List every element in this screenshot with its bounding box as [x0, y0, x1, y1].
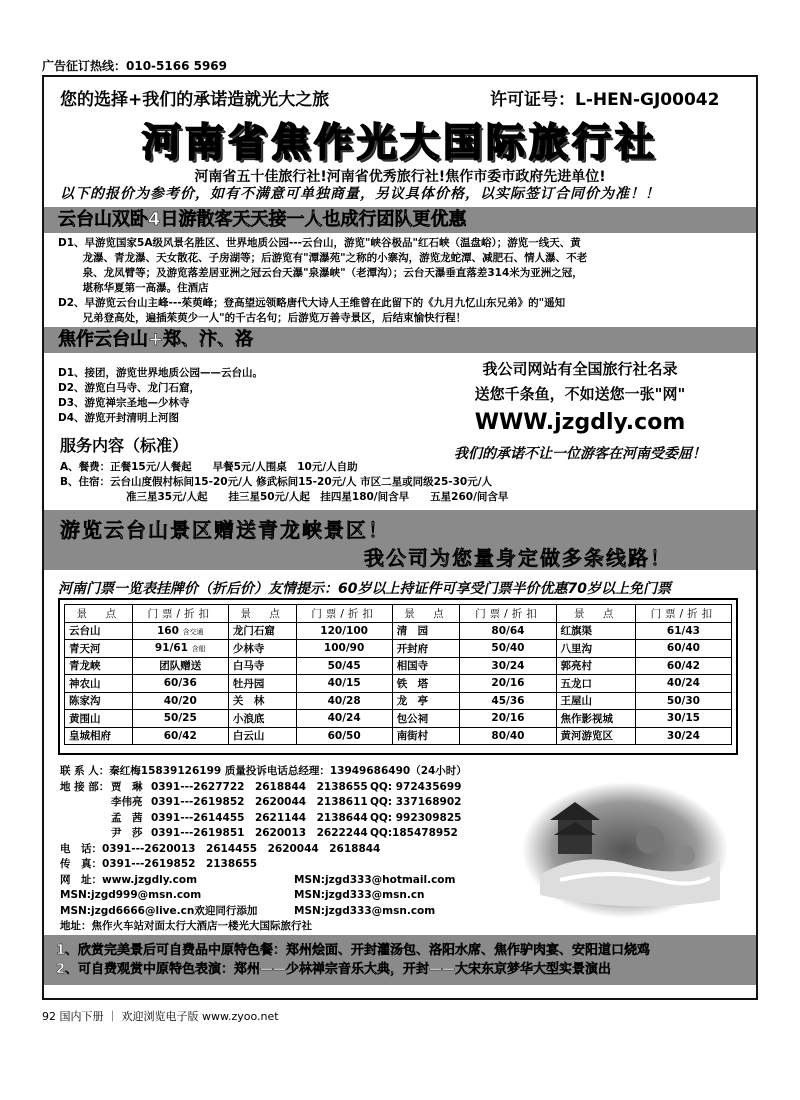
ticket-price [460, 622, 556, 640]
scenic-spot-name: 云台山 [65, 622, 133, 640]
promo-line-2: 送您千条鱼，不如送您一张"网" [474, 385, 686, 403]
scenic-spot-name: 南街村 [392, 727, 460, 745]
ticket-price [460, 640, 556, 658]
ticket-price [132, 710, 228, 728]
price-value: 100/90 [323, 642, 365, 655]
price-value: 团队赠送 [159, 660, 202, 673]
ticket-price [132, 622, 228, 640]
ticket-price [296, 675, 392, 693]
ticket-price [296, 640, 392, 658]
promo-line-1: 我公司网站有全国旅行社名录 [482, 360, 678, 378]
fax-line: 传 真：0391---2619852 2138655 [60, 858, 258, 870]
itinerary-line: D3、游览禅宗圣地—少林寺 [58, 397, 190, 409]
itinerary-line: D1、早游览国家5A级风景名胜区、世界地质公园---云台山，游览"峡谷极品"红石峡（温盘峪）；游览一线天、黄 [58, 237, 581, 249]
staff-qq: QQ:185478952 [370, 827, 458, 839]
price-value: 50/40 [491, 642, 525, 655]
address-line: 地址：焦作火车站对面太行大酒店一楼光大国际旅行社 [60, 920, 312, 932]
price-value: 60/50 [327, 729, 361, 742]
table-row [65, 622, 732, 640]
scenic-spot-name: 白云山 [228, 727, 296, 745]
ticket-price [460, 727, 556, 745]
table-header-row [65, 605, 732, 623]
staff-name: 孟 茜 [111, 811, 143, 824]
scenery-photo [520, 780, 730, 920]
ticket-price [132, 692, 228, 710]
tour1-itinerary [58, 236, 738, 326]
scenic-spot-name: 郭亮村 [556, 657, 635, 675]
tour2-title: 焦作云台山+郑、汴、洛 [44, 327, 756, 353]
scenic-spot-name: 龙门石窟 [228, 622, 296, 640]
staff-name: 贾 琳 [111, 780, 143, 793]
price-value: 60/42 [163, 729, 197, 742]
service-heading: 服务内容（标准） [60, 436, 189, 455]
extras-line-1: 1、欣赏完美景后可自费品中原特色餐：郑州烩面、开封灌汤包、洛阳水席、焦作驴肉宴、安阳道口烧鸡 [56, 943, 651, 958]
price-value: 40/24 [327, 712, 361, 725]
scenic-spot-name: 皇城相府 [65, 727, 133, 745]
price-value: 91/61 [154, 642, 188, 655]
price-value: 50/30 [666, 694, 700, 707]
scenic-spot-name: 黄围山 [65, 710, 133, 728]
ticket-price [460, 710, 556, 728]
scenic-spot-name: 开封府 [392, 640, 460, 658]
ticket-price [635, 622, 731, 640]
staff-phones: 0391---2619852 2620044 2138611 [151, 796, 368, 808]
hotel-line: B、住宿：云台山度假村标间15-20元/人 修武标间15-20元/人 市区二星或同级25-30元/人 [60, 476, 493, 488]
ticket-price [296, 727, 392, 745]
scenic-spot-name: 白马寺 [228, 657, 296, 675]
price-value: 40/20 [163, 694, 197, 707]
hotel-line: 准三星35元/人起 挂三星50元/人起 挂四星180/间含早 五星260/间含早 [126, 491, 509, 503]
table-row [65, 675, 732, 693]
tour1-title: 云台山双卧4日游散客天天接一人也成行团队更优惠 [44, 207, 756, 233]
ticket-table [64, 604, 732, 745]
msn-contact: MSN:jzgd6666@live.cn欢迎同行添加 [60, 904, 258, 917]
column-header: 景 点 [228, 605, 296, 623]
column-header: 景 点 [392, 605, 460, 623]
msn-contact: MSN:jzgd333@hotmail.com [294, 873, 456, 886]
promise-text: 我们的承诺不让一位游客在河南受委屈！ [454, 446, 706, 462]
staff-name: 尹 莎 [111, 827, 143, 839]
service-details [60, 460, 508, 505]
scenic-spot-name: 青天河 [65, 640, 133, 658]
license-number: 许可证号：L-HEN-GJ00042 [490, 90, 720, 110]
price-note: 含交通 [182, 627, 204, 636]
scenic-spot-name: 黄河游览区 [556, 727, 635, 745]
price-value: 30/24 [666, 729, 700, 742]
itinerary-line: D2、游览白马寺、龙门石窟， [58, 382, 201, 394]
scenic-spot-name: 王屋山 [556, 692, 635, 710]
price-value: 60/36 [163, 677, 197, 690]
ticket-price [460, 675, 556, 693]
meal-line: A、餐费：正餐15元/人餐起 早餐5元/人围桌 10元/人自助 [60, 461, 358, 473]
scenic-spot-name: 红旗渠 [556, 622, 635, 640]
price-value: 120/100 [320, 624, 368, 637]
ticket-price [635, 710, 731, 728]
ticket-heading: 河南门票一览表挂牌价（折后价）友情提示：60岁以上持证件可享受门票半价优惠70岁以上免门票 [58, 581, 671, 597]
scenic-spot-name: 少林寺 [228, 640, 296, 658]
price-note: 以下的报价为参考价，如有不满意可单独商量，另议具体价格，以实际签订合同价为准！！ [60, 186, 660, 202]
scenic-spot-name: 陈家沟 [65, 692, 133, 710]
table-row [65, 727, 732, 745]
staff-name: 李伟亮 [111, 796, 143, 808]
price-value: 30/24 [491, 659, 525, 672]
price-value: 60/42 [666, 659, 700, 672]
banner-line-2: 我公司为您量身定做多条线路！ [364, 546, 672, 570]
price-value: 60/40 [666, 642, 700, 655]
phone-line: 电 话：0391---2620013 2614455 2620044 2618844 [60, 842, 381, 855]
table-row [65, 640, 732, 658]
price-value: 40/24 [666, 677, 700, 690]
scenic-spot-name: 清 园 [392, 622, 460, 640]
staff-qq: QQ: 972435699 [370, 780, 462, 793]
website-promo [420, 358, 740, 463]
scenic-spot-name: 铁 塔 [392, 675, 460, 693]
ticket-price [296, 622, 392, 640]
ticket-price [460, 657, 556, 675]
itinerary-line: 泉、龙凤臂等；及游览落差居亚洲之冠云台天瀑"泉瀑峡"（老潭沟）；云台天瀑垂直落差314米为亚洲之冠， [58, 267, 583, 279]
slogan: 您的选择+我们的承诺造就光大之旅 [60, 90, 330, 110]
price-note: 含船 [191, 645, 206, 654]
ticket-price [296, 657, 392, 675]
itinerary-line: 龙瀑、青龙瀑、天女散花、子房湖等；后游览有"潭瀑苑"之称的小寨沟，游览龙蛇潭、减肥石、情人瀑、不老 [58, 252, 588, 264]
extras-band [44, 935, 756, 985]
ticket-price [635, 675, 731, 693]
banner-line-1: 游览云台山景区赠送青龙峡景区！ [60, 518, 390, 542]
ticket-price [132, 727, 228, 745]
price-value: 40/28 [327, 694, 361, 707]
ticket-price [296, 692, 392, 710]
honors: 河南省五十佳旅行社!河南省优秀旅行社!焦作市委市政府先进单位! [194, 169, 606, 185]
scenic-spot-name: 焦作影视城 [556, 710, 635, 728]
price-value: 45/36 [491, 694, 525, 707]
price-value: 20/16 [491, 677, 525, 690]
ad-hotline: 广告征订热线：010-5166 5969 [42, 59, 228, 73]
scenic-spot-name: 龙 亭 [392, 692, 460, 710]
msn-contact: MSN:jzgd999@msn.com [60, 889, 202, 901]
dept-label: 地 接 部： [60, 780, 110, 793]
scenic-spot-name: 八里沟 [556, 640, 635, 658]
ticket-price [635, 727, 731, 745]
itinerary-line: D4、游览开封清明上河图 [58, 412, 180, 424]
price-value: 61/43 [666, 624, 700, 637]
price-value: 30/15 [666, 712, 700, 725]
price-value: 40/15 [327, 677, 361, 690]
price-value: 20/16 [491, 712, 525, 725]
price-value: 50/25 [163, 712, 197, 725]
scenic-spot-name: 牡丹园 [228, 675, 296, 693]
page-footer: 92 国内下册 ｜ 欢迎浏览电子版 www.zyoo.net [42, 1010, 279, 1023]
table-row [65, 657, 732, 675]
scenic-spot-name: 相国寺 [392, 657, 460, 675]
staff-phones: 0391---2619851 2620013 2622244 [151, 827, 368, 839]
staff-phones: 0391---2614455 2621144 2138644 [151, 811, 368, 824]
promo-banner [44, 510, 756, 570]
ticket-price [132, 675, 228, 693]
scenic-spot-name: 小浪底 [228, 710, 296, 728]
price-value: 80/40 [491, 729, 525, 742]
column-header: 门票/折扣 [460, 605, 556, 623]
ticket-price [132, 657, 228, 675]
ticket-price [132, 640, 228, 658]
company-name: 河南省焦作光大国际旅行社 [141, 121, 658, 166]
ticket-price [635, 657, 731, 675]
scenic-spot-name: 关 林 [228, 692, 296, 710]
msn-contact: MSN:jzgd333@msn.com [294, 904, 436, 917]
itinerary-line: 堪称华夏第一高瀑。住酒店 [58, 282, 209, 294]
website-url[interactable]: WWW.jzgdly.com [474, 410, 686, 435]
itinerary-line: D2、早游览云台山主峰---茱萸峰；登高望远领略唐代大诗人王维曾在此留下的《九月九忆山东兄弟》的"遥知 [58, 297, 566, 309]
column-header: 门票/折扣 [635, 605, 731, 623]
contact-person: 联 系 人：秦红梅15839126199 质量投诉电话总经理：13949686490（24小时） [60, 765, 467, 777]
ticket-price [296, 710, 392, 728]
price-value: 160 [156, 624, 179, 637]
scenic-spot-name: 神农山 [65, 675, 133, 693]
staff-qq: QQ: 992309825 [370, 811, 462, 824]
column-header: 门票/折扣 [132, 605, 228, 623]
website-line[interactable]: 网 址：www.jzgdly.com [60, 873, 198, 886]
column-header: 景 点 [65, 605, 133, 623]
column-header: 景 点 [556, 605, 635, 623]
msn-contact: MSN:jzgd333@msn.cn [294, 889, 425, 901]
itinerary-line: D1、接团，游览世界地质公园——云台山。 [58, 367, 264, 379]
column-header: 门票/折扣 [296, 605, 392, 623]
staff-qq: QQ: 337168902 [370, 796, 462, 808]
ticket-price [635, 640, 731, 658]
ticket-price [460, 692, 556, 710]
scenic-spot-name: 包公祠 [392, 710, 460, 728]
staff-phones: 0391---2627722 2618844 2138655 [151, 780, 368, 793]
ticket-price [635, 692, 731, 710]
table-row [65, 710, 732, 728]
scenic-spot-name: 五龙口 [556, 675, 635, 693]
itinerary-line: 兄弟登高处，遍插茱萸少一人"的千古名句；后游览万善寺景区，后结束愉快行程！ [58, 312, 467, 324]
scenic-spot-name: 青龙峡 [65, 657, 133, 675]
extras-line-2: 2、可自费观赏中原特色表演：郑州——少林禅宗音乐大典，开封——大宋东京梦华大型实景演出 [56, 962, 612, 977]
price-value: 80/64 [491, 624, 525, 637]
price-value: 50/45 [327, 659, 361, 672]
table-row [65, 692, 732, 710]
